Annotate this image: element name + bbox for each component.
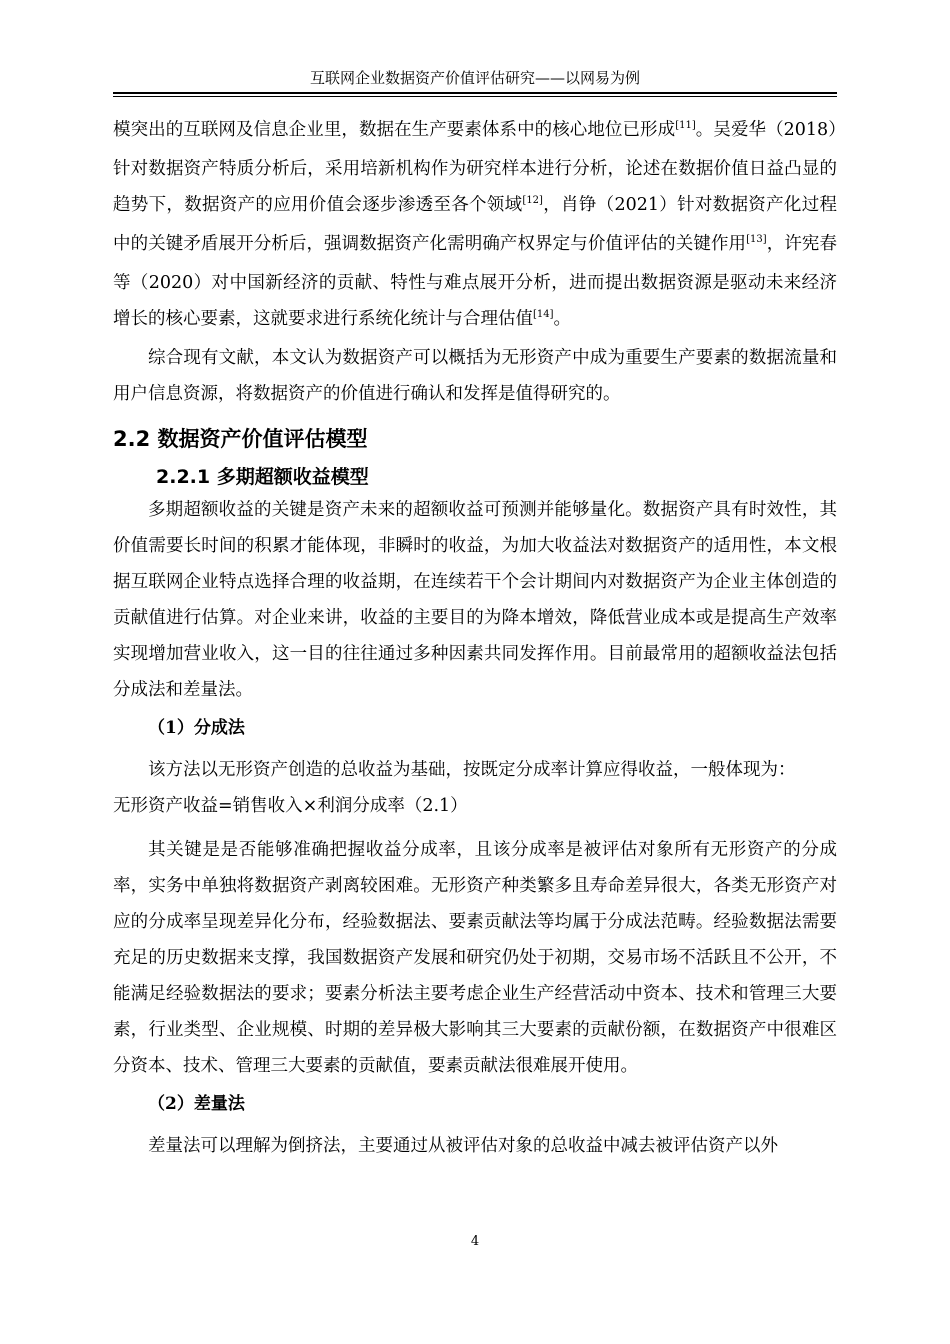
citation-ref: [14] xyxy=(533,309,554,320)
text-run: 模突出的互联网及信息企业里，数据在生产要素体系中的核心地位已形成 xyxy=(113,120,676,140)
method-heading-split: （1）分成法 xyxy=(148,718,245,738)
spacer xyxy=(113,824,837,832)
formula-line: 无形资产收益=销售收入×利润分成率（2.1） xyxy=(113,796,468,816)
header-rule-thick xyxy=(113,92,837,94)
running-header: 互联网企业数据资产价值评估研究——以网易为例 xyxy=(309,69,640,87)
text-run: 。 xyxy=(553,309,572,329)
paragraph-literature-review xyxy=(113,112,837,340)
text-run: 。吴爱华（2018）针对数据资产特质分析后，采用培新机构作为研究样本进行分析，论述在数据价值日益凸显的趋势下，数据资产的应用价值会逐步渗透至各个领域 xyxy=(113,120,838,215)
text-run: ，肖铮（2021）针对数据资产化过程中的关键矛盾展开分析后，强调数据资产化需明确产权界定与价值评估的关键作用 xyxy=(113,195,837,254)
paragraph-summary: 综合现有文献，本文认为数据资产可以概括为无形资产中成为重要生产要素的数据流量和用户信息资源，将数据资产的价值进行确认和发挥是值得研究的。 xyxy=(113,348,837,404)
section-heading: 2.2 数据资产价值评估模型 xyxy=(113,427,368,451)
paragraph-difference-method: 差量法可以理解为倒挤法，主要通过从被评估对象的总收益中减去被评估资产以外 xyxy=(148,1136,778,1156)
subsection-heading: 2.2.1 多期超额收益模型 xyxy=(156,466,369,488)
citation-ref: [13] xyxy=(746,234,767,245)
paragraph-multi-period: 多期超额收益的关键是资产未来的超额收益可预测并能够量化。数据资产具有时效性，其价值需要长时间的积累才能体现，非瞬时的收益，为加大收益法对数据资产的适用性，本文根据互联网企业特点选择合理的收益期，在连续若干个会计期间内对数据资产为企业主体创造的贡献值进行估算。对企业来讲，收益的主要目的为降本增效，降低营业成本或是提高生产效率实现增加营业收入，这一目的往往通过多种因素共同发挥作用。目前最常用的超额收益法包括分成法和差量法。 xyxy=(113,500,837,700)
method-heading-difference: （2）差量法 xyxy=(148,1094,245,1114)
citation-ref: [12] xyxy=(522,195,543,206)
header-rule-thin xyxy=(113,96,837,97)
citation-ref: [11] xyxy=(675,120,696,131)
paragraph-split-analysis: 其关键是是否能够准确把握收益分成率，且该分成率是被评估对象所有无形资产的分成率，实务中单独将数据资产剥离较困难。无形资产种类繁多且寿命差异很大，各类无形资产对应的分成率呈现差异化分布，经验数据法、要素贡献法等均属于分成法范畴。经验数据法需要充足的历史数据来支撑，我国数据资产发展和研究仍处于初期，交易市场不活跃且不公开，不能满足经验数据法的要求；要素分析法主要考虑企业生产经营活动中资本、技术和管理三大要素，行业类型、企业规模、时期的差异极大影响其三大要素的贡献份额，在数据资产中很难区分资本、技术、管理三大要素的贡献值，要素贡献法很难展开使用。 xyxy=(113,840,837,1076)
text-run: ，许宪春等（2020）对中国新经济的贡献、特性与难点展开分析，进而提出数据资源是驱动未来经济增长的核心要素，这就要求进行系统化统计与合理估值 xyxy=(113,234,838,329)
page-body xyxy=(113,112,837,1164)
paragraph-split-method: 该方法以无形资产创造的总收益为基础，按既定分成率计算应得收益，一般体现为： xyxy=(148,760,796,780)
page-number: 4 xyxy=(470,1234,480,1249)
